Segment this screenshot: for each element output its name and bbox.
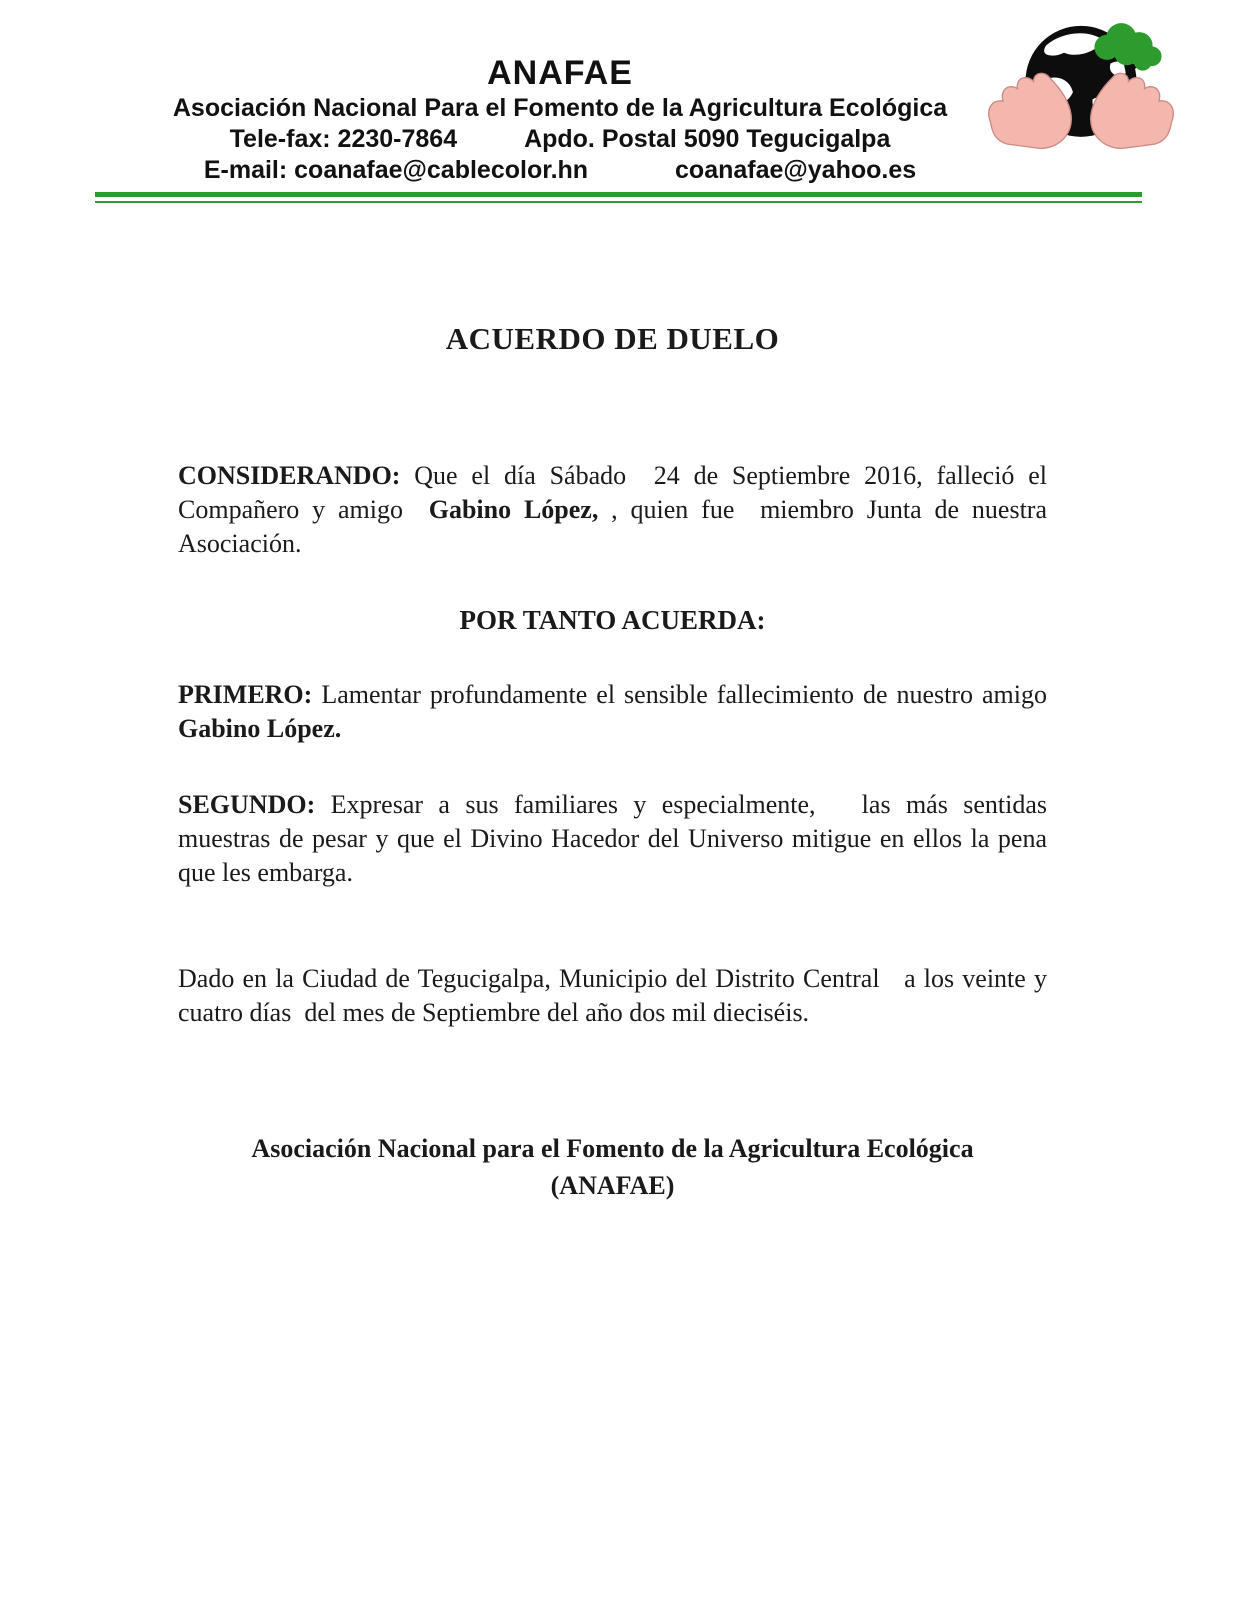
document-body <box>0 321 1237 1204</box>
telefax-number: Tele-fax: 2230-7864 <box>229 125 458 153</box>
signature-acronym: (ANAFAE) <box>550 1171 675 1200</box>
considerando-text-2: , quien fue miembro Junta de nuestra Asociación. <box>178 495 1053 558</box>
primero-label: PRIMERO: <box>178 680 313 709</box>
org-acronym: ANAFAE <box>487 54 633 92</box>
letterhead-text-block <box>55 0 1065 186</box>
letterhead <box>0 0 1237 203</box>
email-secondary: coanafae@yahoo.es <box>675 156 917 184</box>
signature-org-name: Asociación Nacional para el Fomento de la Agricultura Ecológica <box>251 1134 974 1163</box>
hands-globe-tree-icon <box>987 6 1175 180</box>
document-title: ACUERDO DE DUELO <box>445 321 780 356</box>
segundo-text: Expresar a sus familiares y especialmente, las más sentidas muestras de pesar y que el Divino Hacedor del Universo mitigue en ellos la pena que les embarga. <box>178 790 1054 887</box>
paragraph-considerando <box>178 459 1054 561</box>
email-primary: E-mail: coanafae@cablecolor.hn <box>203 156 589 184</box>
org-full-name: Asociación Nacional Para el Fomento de la Agricultura Ecológica <box>172 94 948 122</box>
deceased-name-2: Gabino López. <box>178 714 342 743</box>
paragraph-primero <box>178 678 1060 746</box>
contact-line-phone <box>55 124 1065 155</box>
considerando-label: CONSIDERANDO: <box>178 461 401 490</box>
deceased-name: Gabino López, <box>428 495 599 524</box>
por-tanto-heading: POR TANTO ACUERDA: <box>459 605 766 635</box>
paragraph-segundo <box>178 788 1054 890</box>
considerando-text-1: Que el día Sábado 24 de Septiembre 2016, falleció el Compañero y amigo <box>178 461 1054 524</box>
header-divider <box>95 192 1142 203</box>
anafae-logo <box>987 6 1175 180</box>
segundo-label: SEGUNDO: <box>178 790 316 819</box>
postal-address: Apdo. Postal 5090 Tegucigalpa <box>524 125 891 153</box>
signature-block <box>178 1130 1047 1204</box>
paragraph-dado: Dado en la Ciudad de Tegucigalpa, Municipio del Distrito Central a los veinte y cuatro días del mes de Septiembre del año dos mil dieciséis. <box>178 964 1054 1027</box>
contact-line-email <box>55 155 1065 186</box>
primero-text: Lamentar profundamente el sensible fallecimiento de nuestro amigo <box>312 680 1060 709</box>
